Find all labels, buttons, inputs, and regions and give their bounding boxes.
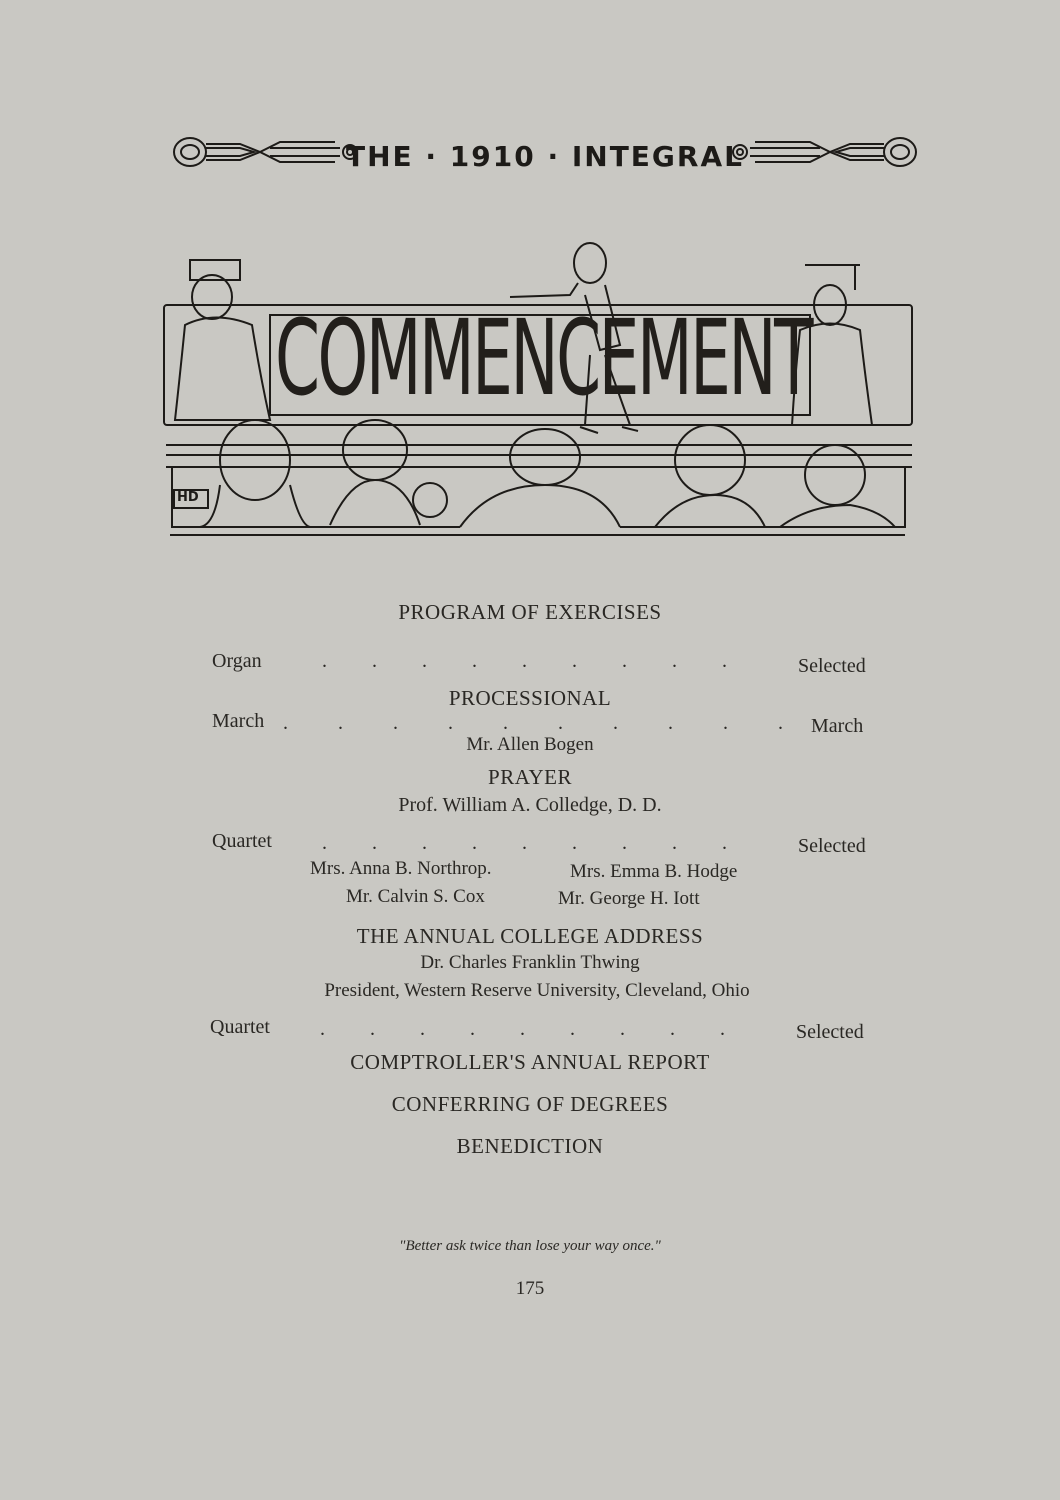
organ-label: Organ (212, 650, 262, 672)
commencement-illustration (160, 235, 915, 540)
quartet-member-2: Mrs. Emma B. Hodge (570, 861, 738, 882)
quartet2-value: Selected (796, 1021, 864, 1043)
address-speaker: Dr. Charles Franklin Thwing (420, 952, 640, 973)
quartet2-leaders: . . . . . . . . . (320, 1018, 725, 1040)
organ-leaders: . . . . . . . . . (322, 650, 727, 672)
address-speaker-title: President, Western Reserve University, Cleveland, Ohio (324, 980, 750, 1001)
banner-word: COMMENCEMENT (275, 297, 812, 419)
header-title: THE · 1910 · INTEGRAL (346, 140, 744, 173)
march-leaders: . . . . . . . . . . (283, 712, 783, 734)
degrees-heading: CONFERRING OF DEGREES (391, 1092, 669, 1116)
footer-quote: "Better ask twice than lose your way once." (399, 1238, 661, 1254)
quartet2-label: Quartet (210, 1016, 270, 1038)
program-heading: PROGRAM OF EXERCISES (398, 600, 662, 624)
march-label: March (212, 710, 265, 732)
quartet1-label: Quartet (212, 830, 272, 852)
quartet-member-4: Mr. George H. Iott (558, 888, 700, 909)
report-heading: COMPTROLLER'S ANNUAL REPORT (350, 1050, 710, 1074)
quartet1-leaders: . . . . . . . . . (322, 832, 727, 854)
march-value: March (811, 715, 864, 737)
monogram: HD (177, 490, 199, 505)
quartet-member-1: Mrs. Anna B. Northrop. (310, 858, 492, 879)
organ-value: Selected (798, 655, 866, 677)
quartet-member-3: Mr. Calvin S. Cox (346, 886, 485, 907)
processional-heading: PROCESSIONAL (448, 686, 612, 710)
march-performer: Mr. Allen Bogen (466, 734, 594, 755)
right-ornament-icon (725, 132, 920, 172)
benediction-heading: BENEDICTION (456, 1134, 604, 1158)
address-heading: THE ANNUAL COLLEGE ADDRESS (356, 924, 704, 948)
prayer-heading: PRAYER (488, 765, 572, 789)
quartet1-value: Selected (798, 835, 866, 857)
running-header (170, 132, 920, 182)
prayer-by: Prof. William A. Colledge, D. D. (398, 794, 662, 816)
page-number: 175 (515, 1278, 545, 1299)
